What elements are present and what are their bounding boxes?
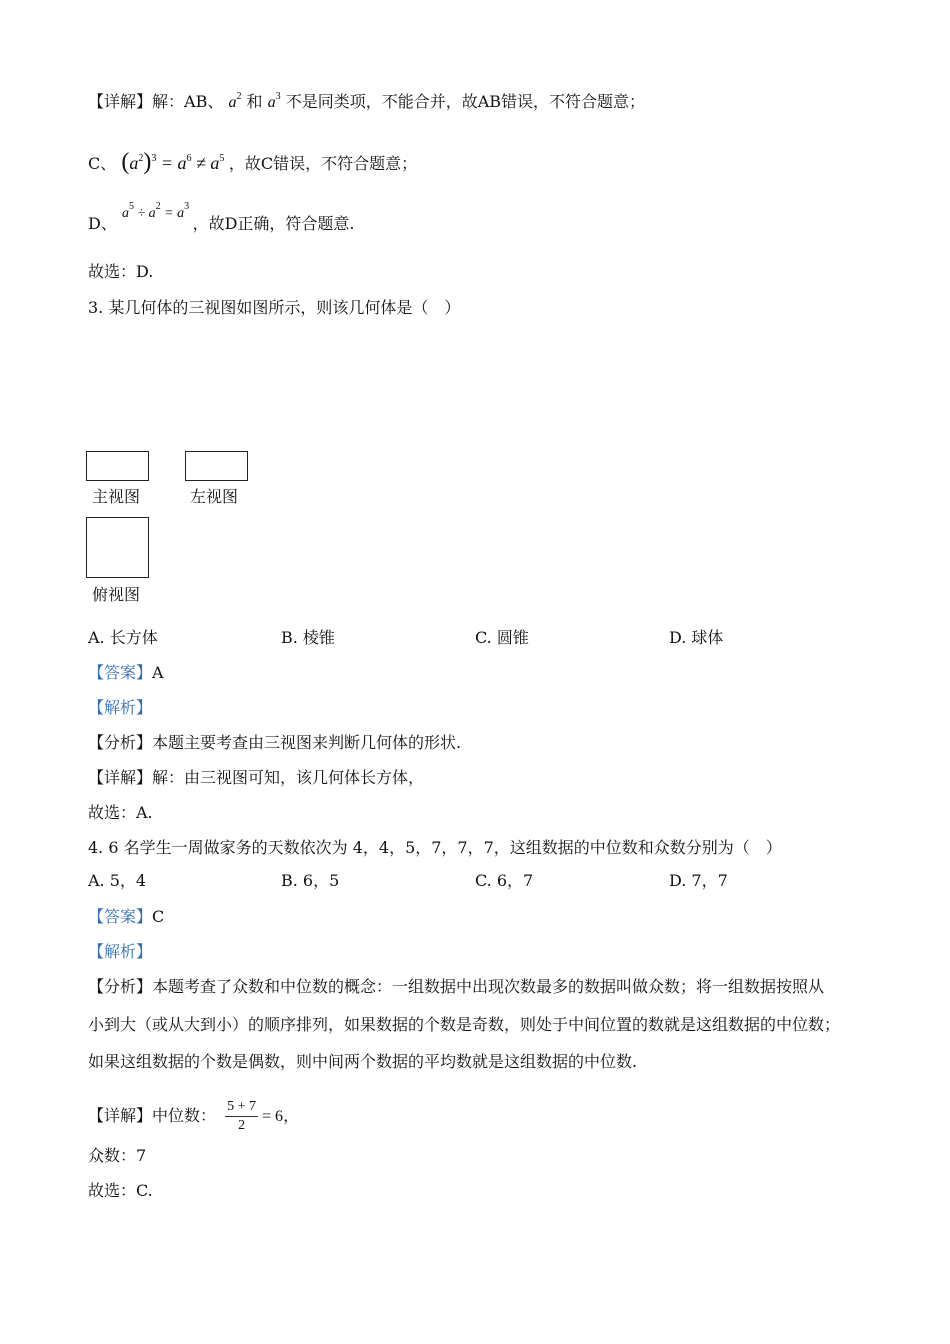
q3-choose: 故选：A. [88,803,153,822]
expr-c: $(a^2)^3 = a^6 \ne a^5$ [121,149,225,175]
q4-fenxi-3: 如果这组数据的个数是偶数，则中间两个数据的平均数就是这组数据的中位数. [88,1052,638,1071]
q4-fenxi-2: 小到大（或从大到小）的顺序排列，如果数据的个数是奇数，则处于中间位置的数就是这组数据的中位数； [88,1015,841,1034]
q4-mode: 众数：7 [88,1146,147,1165]
detail-line-c: C、 $(a^2)^3 = a^6 \ne a^5$ ，故C错误，不符合题意； [88,149,418,175]
q4-option-b: B. 6，5 [281,871,340,890]
q4-xiangjie: 【详解】中位数： $\frac{5 + 7}{2}$ = 6， [88,1099,300,1133]
q3-option-d: D. 球体 [669,628,724,647]
left-view-label: 左视图 [190,487,239,506]
q4-analysis-tag: 【解析】 [88,942,153,961]
choose-d: 故选：D. [88,262,154,281]
front-view-label: 主视图 [92,487,141,506]
detail-line-d: D、 $a^5 \div a^2 = a^3$ ，故D正确，符合题意. [88,201,355,233]
detail-tag: 【详解】 [88,92,153,111]
left-view-rect [185,451,248,481]
q3-xiangjie: 【详解】解：由三视图可知，该几何体长方体， [88,768,425,787]
q3-analysis-tag: 【解析】 [88,698,153,717]
detail-line-ab: 【详解】解：AB、 $a^2$ 和 $a^3$ 不是同类项，不能合并，故AB错误，不符合题意； [88,91,646,111]
expr-d: $a^5 \div a^2 = a^3$ [121,201,190,221]
term-a2: $a^2$ [228,91,242,111]
q4-option-a: A. 5，4 [88,871,147,890]
q3-option-a: A. 长方体 [88,628,158,647]
top-view-rect [86,517,149,578]
term-a3: $a^3$ [267,91,281,111]
q3-answer: 【答案】A [88,663,164,682]
q4-answer: 【答案】C [88,907,165,926]
median-fraction: $\frac{5 + 7}{2}$ [227,1099,257,1133]
q3-fenxi: 【分析】本题主要考查由三视图来判断几何体的形状. [88,733,462,752]
q4-option-c: C. 6，7 [475,871,534,890]
q3-option-b: B. 棱锥 [281,628,335,647]
front-view-rect [86,451,149,481]
q4-option-d: D. 7，7 [669,871,728,890]
q4-choose: 故选：C. [88,1181,153,1200]
top-view-label: 俯视图 [92,585,141,604]
question-4-stem: 4. 6 名学生一周做家务的天数依次为 4，4，5，7，7，7，这组数据的中位数和众数分别为（ ） [88,838,782,857]
q4-fenxi-1: 【分析】本题考查了众数和中位数的概念：一组数据中出现次数最多的数据叫做众数；将一组数据按照从 [88,977,825,996]
q3-option-c: C. 圆锥 [475,628,529,647]
question-3-stem: 3. 某几何体的三视图如图所示，则该几何体是（ ） [88,298,461,317]
